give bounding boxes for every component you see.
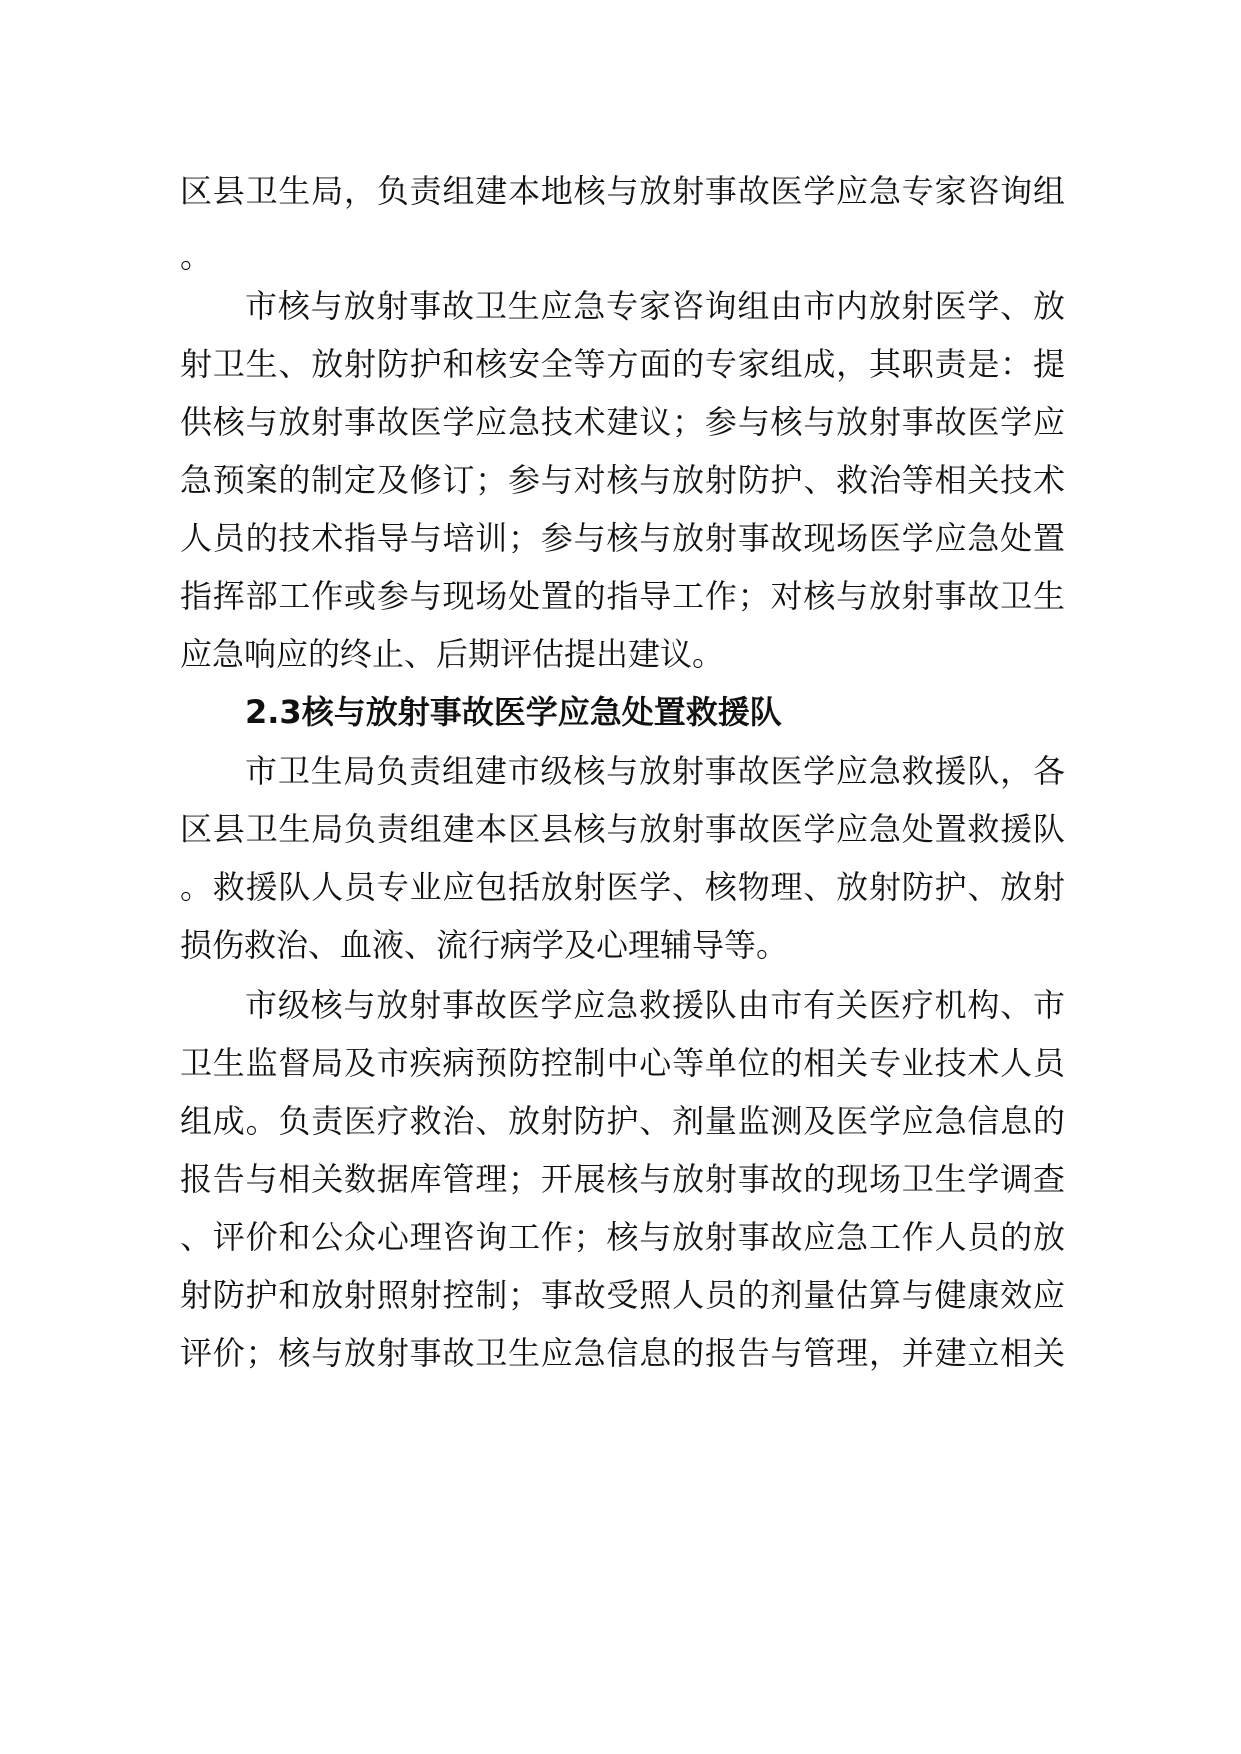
paragraph-line: 损伤救治、血液、流行病学及心理辅导等。	[180, 926, 789, 964]
paragraph-line: 市级核与放射事故医学应急救援队由市有关医疗机构、市	[245, 986, 1065, 1024]
paragraph-line: 供核与放射事故医学应急技术建议；参与核与放射事故医学应	[180, 403, 1065, 441]
paragraph-line: 市卫生局负责组建市级核与放射事故医学应急救援队，各	[245, 752, 1065, 790]
paragraph-line: 。救援队人员专业应包括放射医学、核物理、放射防护、放射	[180, 868, 1065, 906]
paragraph-line: 卫生监督局及市疾病预防控制中心等单位的相关专业技术人员	[180, 1044, 1065, 1082]
paragraph-line: 、评价和公众心理咨询工作；核与放射事故应急工作人员的放	[180, 1218, 1065, 1256]
paragraph-line: 评价；核与放射事故卫生应急信息的报告与管理，并建立相关	[180, 1334, 1065, 1372]
paragraph-line: 区县卫生局，负责组建本地核与放射事故医学应急专家咨询组	[180, 172, 1065, 210]
paragraph-line: 。	[180, 237, 213, 275]
paragraph-line: 射防护和放射照射控制；事故受照人员的剂量估算与健康效应	[180, 1276, 1065, 1314]
paragraph-line: 指挥部工作或参与现场处置的指导工作；对核与放射事故卫生	[180, 577, 1065, 615]
paragraph-line: 射卫生、放射防护和核安全等方面的专家组成，其职责是：提	[180, 345, 1065, 383]
paragraph-line: 报告与相关数据库管理；开展核与放射事故的现场卫生学调查	[180, 1160, 1065, 1198]
section-heading: 2.3核与放射事故医学应急处置救援队	[245, 693, 782, 731]
paragraph-line: 区县卫生局负责组建本区县核与放射事故医学应急处置救援队	[180, 810, 1065, 848]
paragraph-line: 人员的技术指导与培训；参与核与放射事故现场医学应急处置	[180, 519, 1065, 557]
paragraph-line: 组成。负责医疗救治、放射防护、剂量监测及医学应急信息的	[180, 1102, 1065, 1140]
paragraph-line: 急预案的制定及修订；参与对核与放射防护、救治等相关技术	[180, 461, 1065, 499]
paragraph-line: 市核与放射事故卫生应急专家咨询组由市内放射医学、放	[245, 287, 1065, 325]
paragraph-line: 应急响应的终止、后期评估提出建议。	[180, 635, 725, 673]
